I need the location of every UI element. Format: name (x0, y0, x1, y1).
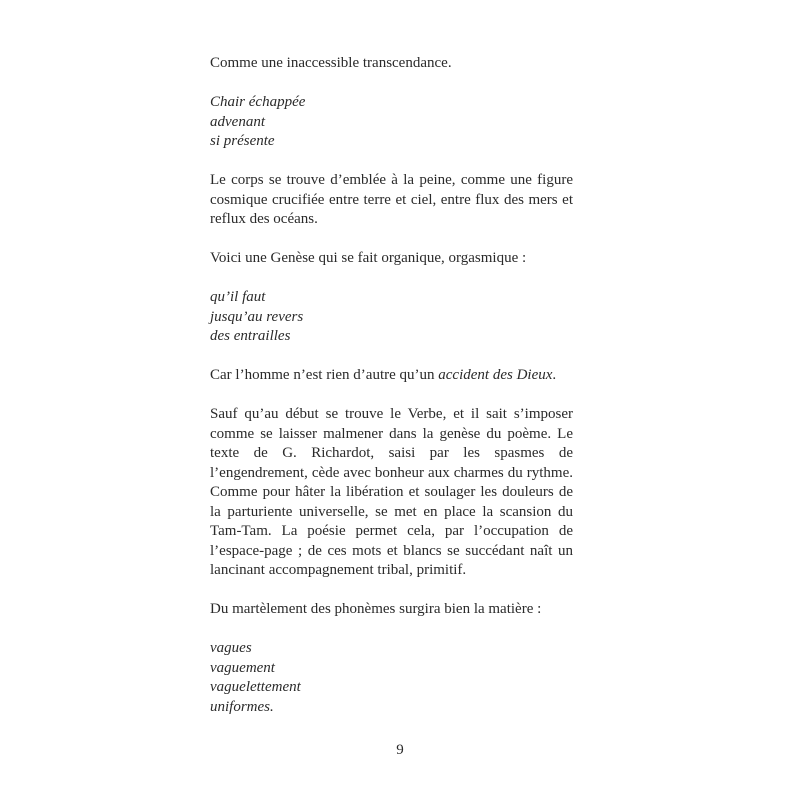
verse-line: qu’il faut (210, 289, 266, 305)
paragraph-gap (210, 386, 573, 406)
paragraph-4 (210, 366, 573, 386)
paragraph-1: Comme une inaccessible transcendance. (210, 55, 452, 71)
paragraph-gap (210, 152, 573, 172)
verse-stanza-1 (210, 93, 573, 152)
paragraph-6: Du martèlement des phonèmes surgira bien la matière : (210, 601, 542, 617)
verse-line: Chair échappée (210, 94, 306, 110)
paragraph-gap (210, 74, 573, 94)
verse-line: jusqu’au revers (210, 308, 304, 325)
verse-stanza-2 (210, 288, 573, 347)
verse-line: vaguement (210, 659, 275, 676)
paragraph-gap (210, 347, 573, 367)
verse-line: vaguelettement (210, 679, 301, 695)
paragraph-3: Voici une Genèse qui se fait organique, orgasmique : (210, 250, 527, 266)
paragraph-gap (210, 269, 573, 289)
paragraph-gap (210, 230, 573, 250)
verse-line: advenant (210, 113, 265, 130)
paragraph-5: Sauf qu’au début se trouve le Verbe, et il sait s’imposer comme se laisser malmener dans la genèse du poème. Le texte de G. Richardot, saisi par les spasmes de l’engendrement, cède avec bonheur aux charmes du rythme. Comme pour hâter la libération et soulager les douleurs de la parturiente universelle, se met en place la scansion du Tam-Tam. La poésie permet cela, par l’occupation de l’espace-page ; de ces mots et blancs se succédant naît un lancinant accompagnement tribal, primitif. (210, 406, 573, 578)
paragraph-4-italic: accident des Dieux (438, 367, 553, 383)
paragraph-gap (210, 581, 573, 601)
verse-stanza-3 (210, 639, 573, 717)
verse-line: des entrailles (210, 328, 291, 344)
verse-line: si présente (210, 133, 275, 149)
page-body (210, 54, 573, 717)
verse-line: uniformes. (210, 698, 274, 715)
page-number: 9 (396, 742, 404, 758)
paragraph-2: Le corps se trouve d’emblée à la peine, comme une figure cosmique crucifiée entre terre et ciel, entre flux des mers et reflux des océans. (210, 172, 573, 227)
paragraph-4-start: Car l’homme n’est rien d’autre qu’un (210, 367, 439, 383)
paragraph-4-end: . (552, 367, 557, 383)
verse-line: vagues (210, 640, 252, 656)
paragraph-gap (210, 620, 573, 640)
